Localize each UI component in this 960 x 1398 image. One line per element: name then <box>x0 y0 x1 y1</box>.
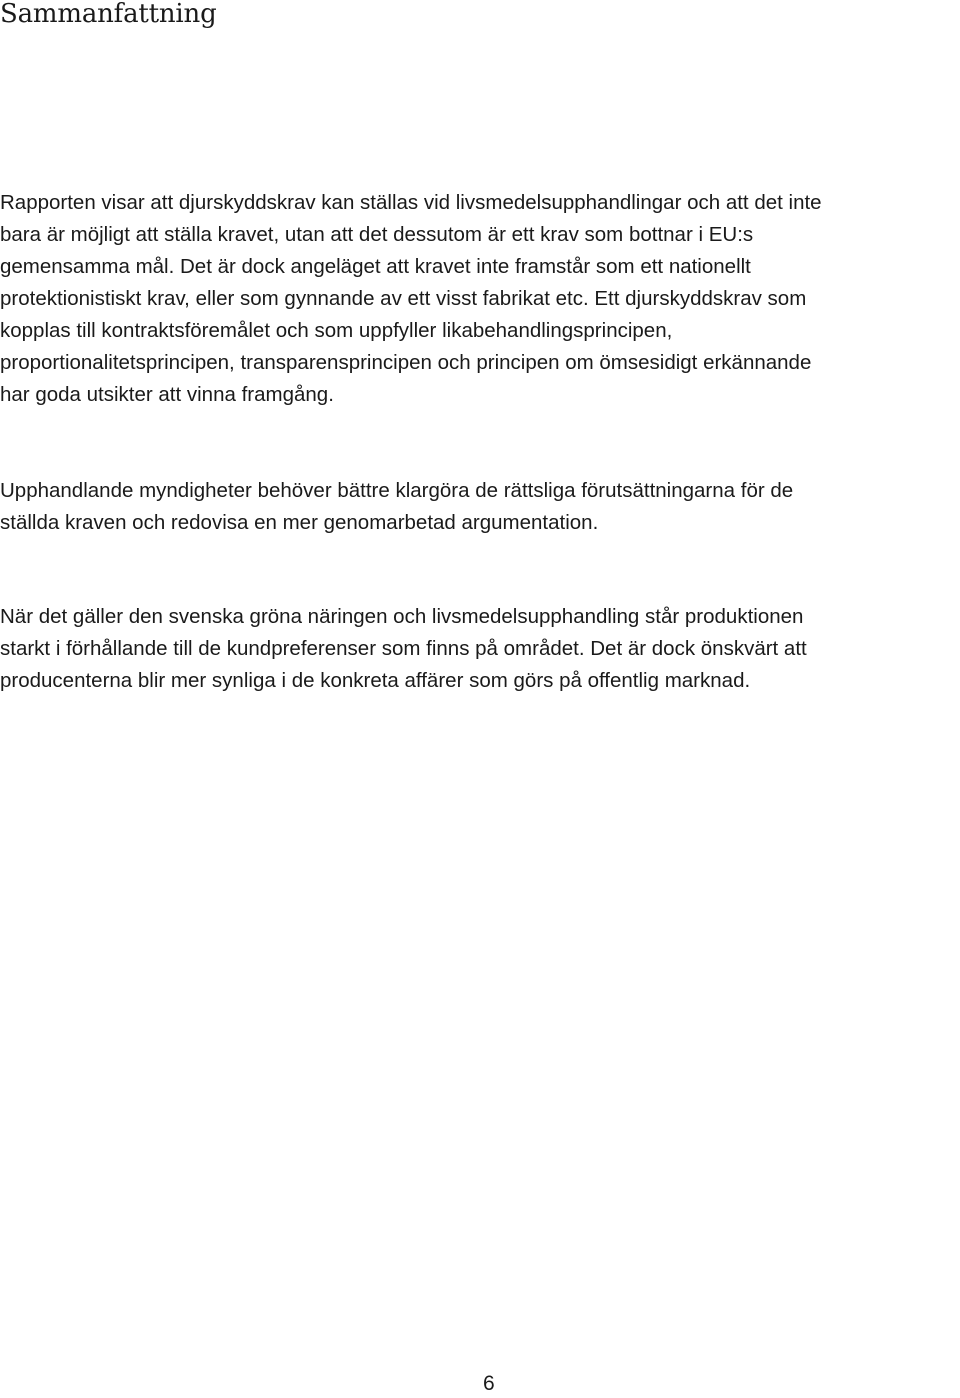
page-number: 6 <box>483 1372 495 1395</box>
paragraph-line: ställda kraven och redovisa en mer genomarbetad argumentation. <box>0 511 599 534</box>
paragraph-line: Upphandlande myndigheter behöver bättre klargöra de rättsliga förutsättningarna för de <box>0 479 794 502</box>
paragraph-line: När det gäller den svenska gröna näringen och livsmedelsupphandling står produktionen <box>0 605 804 628</box>
summary-paragraph-3 <box>0 601 807 697</box>
paragraph-line: Rapporten visar att djurskyddskrav kan ställas vid livsmedelsupphandlingar och att det inte <box>0 191 822 214</box>
paragraph-line: kopplas till kontraktsföremålet och som uppfyller likabehandlingsprincipen, <box>0 319 673 342</box>
paragraph-line: producenterna blir mer synliga i de konkreta affärer som görs på offentlig marknad. <box>0 669 751 692</box>
paragraph-line: gemensamma mål. Det är dock angeläget att kravet inte framstår som ett nationellt <box>0 255 751 278</box>
paragraph-line: protektionistiskt krav, eller som gynnande av ett visst fabrikat etc. Ett djurskyddskrav som <box>0 287 807 310</box>
page-title: Sammanfattning <box>0 0 217 29</box>
paragraph-line: starkt i förhållande till de kundpreferenser som finns på området. Det är dock önskvärt att <box>0 637 807 660</box>
paragraph-line: proportionalitetsprincipen, transparensprincipen och principen om ömsesidigt erkännande <box>0 351 812 374</box>
paragraph-line: bara är möjligt att ställa kravet, utan att det dessutom är ett krav som bottnar i EU:s <box>0 223 754 246</box>
paragraph-line: har goda utsikter att vinna framgång. <box>0 383 334 406</box>
summary-paragraph-1 <box>0 187 822 411</box>
summary-paragraph-2 <box>0 475 793 539</box>
